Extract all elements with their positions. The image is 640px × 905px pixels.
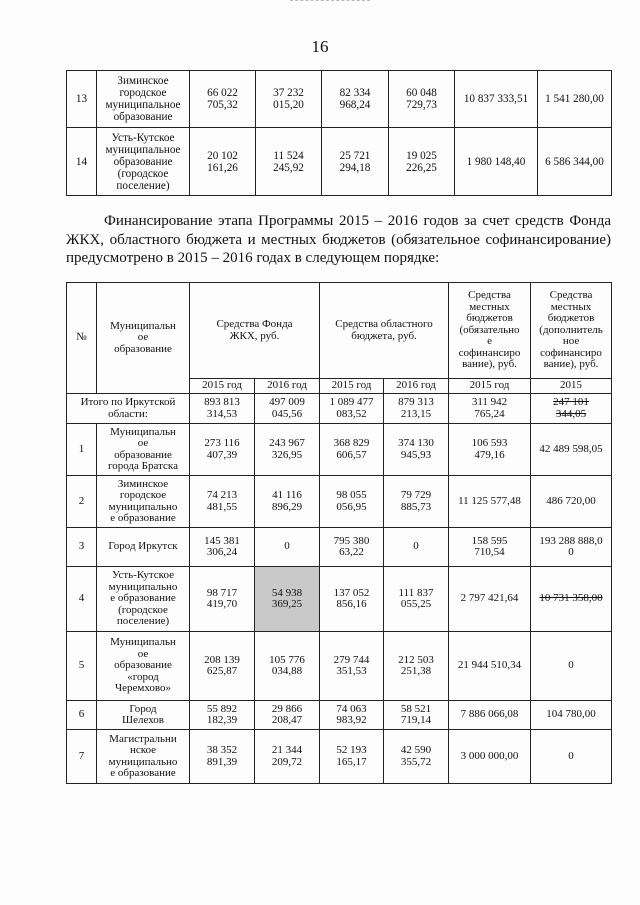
- regional-2016-cell: 0: [384, 528, 449, 567]
- local-additional-cell: 193 288 888,0 0: [531, 528, 612, 567]
- table-row: [67, 701, 612, 730]
- table-row: [67, 632, 612, 701]
- header-regional: Средства областного бюджета, руб.: [320, 283, 449, 379]
- local-mandatory-cell: 10 837 333,51: [455, 71, 538, 128]
- regional-2016-cell: 212 503 251,38: [384, 632, 449, 701]
- regional-2016-cell: 42 590 355,72: [384, 730, 449, 784]
- year-cell: 2015 год: [320, 379, 384, 394]
- local-additional-cell: 104 780,00: [531, 701, 612, 730]
- table-row: [67, 730, 612, 784]
- year-cell: 2016 год: [384, 379, 449, 394]
- row-number: 1: [67, 424, 97, 476]
- regional-2016-cell: 58 521 719,14: [384, 701, 449, 730]
- table-row: [67, 476, 612, 528]
- local-additional-cell: 42 489 598,05: [531, 424, 612, 476]
- row-number: 14: [67, 128, 97, 196]
- regional-2015-cell: 368 829 606,57: [320, 424, 384, 476]
- scan-artifact: [290, 0, 370, 5]
- local-mandatory-cell: 11 125 577,48: [449, 476, 531, 528]
- municipality-name: Город Иркутск: [97, 528, 190, 567]
- total-regional-2015: 1 089 477 083,52: [320, 394, 384, 424]
- row-number: 5: [67, 632, 97, 701]
- row-number: 6: [67, 701, 97, 730]
- regional-2015-cell: 74 063 983,92: [320, 701, 384, 730]
- fund-2015-cell: 55 892 182,39: [190, 701, 255, 730]
- fund-2016-cell: 37 232 015,20: [256, 71, 322, 128]
- fund-2016-cell: 0: [255, 528, 320, 567]
- fund-2015-cell: 273 116 407,39: [190, 424, 255, 476]
- regional-2015-cell: 279 744 351,53: [320, 632, 384, 701]
- total-label: Итого по Иркутской области:: [67, 394, 190, 424]
- regional-2015-cell: 25 721 294,18: [322, 128, 389, 196]
- municipality-name: Город Шелехов: [97, 701, 190, 730]
- municipality-name: Муниципальн ое образование города Братска: [97, 424, 190, 476]
- local-additional-cell: 1 541 280,00: [538, 71, 612, 128]
- regional-2016-cell: 19 025 226,25: [389, 128, 455, 196]
- regional-2015-cell: 82 334 968,24: [322, 71, 389, 128]
- municipality-name: Зиминское городское муниципальное образование: [97, 71, 190, 128]
- fund-2016-cell: 105 776 034,88: [255, 632, 320, 701]
- header-local-mandatory: Средства местных бюджетов (обязательно е софинансиро вание), руб.: [449, 283, 531, 379]
- local-additional-cell: 0: [531, 730, 612, 784]
- row-number: 2: [67, 476, 97, 528]
- year-cell: 2015 год: [190, 379, 255, 394]
- table-row: [67, 528, 612, 567]
- local-additional-cell: 6 586 344,00: [538, 128, 612, 196]
- total-local-mandatory: 311 942 765,24: [449, 394, 531, 424]
- fund-2015-cell: 20 102 161,26: [190, 128, 256, 196]
- regional-2015-cell: 795 380 63,22: [320, 528, 384, 567]
- header-row: [67, 283, 612, 379]
- total-local-additional: 247 101 344,05: [531, 394, 612, 424]
- fund-2016-cell: 243 967 326,95: [255, 424, 320, 476]
- local-mandatory-cell: 2 797 421,64: [449, 567, 531, 632]
- local-additional-cell: 486 720,00: [531, 476, 612, 528]
- municipality-name: Усть-Кутское муниципальное образование (городское поселение): [97, 128, 190, 196]
- regional-2016-cell: 79 729 885,73: [384, 476, 449, 528]
- table-row: [67, 128, 612, 196]
- fund-2015-cell: 145 381 306,24: [190, 528, 255, 567]
- local-mandatory-cell: 106 593 479,16: [449, 424, 531, 476]
- fund-2015-cell: 98 717 419,70: [190, 567, 255, 632]
- regional-2016-cell: 60 048 729,73: [389, 71, 455, 128]
- header-fund: Средства Фонда ЖКХ, руб.: [190, 283, 320, 379]
- row-number: 4: [67, 567, 97, 632]
- year-cell: 2015 год: [449, 379, 531, 394]
- table-row: [67, 567, 612, 632]
- fund-2015-cell: 74 213 481,55: [190, 476, 255, 528]
- row-number: 13: [67, 71, 97, 128]
- fund-2016-cell: 29 866 208,47: [255, 701, 320, 730]
- local-mandatory-cell: 7 886 066,08: [449, 701, 531, 730]
- continuation-table: [66, 70, 612, 196]
- regional-2015-cell: 52 193 165,17: [320, 730, 384, 784]
- fund-2016-cell: 11 524 245,92: [256, 128, 322, 196]
- financing-paragraph: [66, 212, 611, 268]
- municipality-name: Зиминское городское муниципально е образование: [97, 476, 190, 528]
- header-local-additional: Средства местных бюджетов (дополнитель ное софинансиро вание), руб.: [531, 283, 612, 379]
- fund-2016-cell: 21 344 209,72: [255, 730, 320, 784]
- regional-2015-cell: 98 055 056,95: [320, 476, 384, 528]
- local-mandatory-cell: 1 980 148,40: [455, 128, 538, 196]
- year-cell: 2016 год: [255, 379, 320, 394]
- page-number: 16: [311, 37, 329, 56]
- municipality-name: Муниципальн ое образование «город Черемхово»: [97, 632, 190, 701]
- total-fund-2016: 497 009 045,56: [255, 394, 320, 424]
- table-row: [67, 71, 612, 128]
- year-cell: 2015: [531, 379, 612, 394]
- fund-2015-cell: 208 139 625,87: [190, 632, 255, 701]
- total-row: [67, 394, 612, 424]
- header-municipality: Муниципальн ое образование: [97, 283, 190, 394]
- total-fund-2015: 893 813 314,53: [190, 394, 255, 424]
- municipality-name: Усть-Кутское муниципально е образование (городское поселение): [97, 567, 190, 632]
- regional-2016-cell: 111 837 055,25: [384, 567, 449, 632]
- paragraph-text: Финансирование этапа Программы 2015 – 2016 годов за счет средств Фонда ЖКХ, областного бюджета и местных бюджетов (обязательное софинансирование) предусмотрено в 2015 – 2016 годах в следующем порядке:: [66, 213, 611, 266]
- fund-2015-cell: 66 022 705,32: [190, 71, 256, 128]
- total-regional-2016: 879 313 213,15: [384, 394, 449, 424]
- header-num: №: [67, 283, 97, 394]
- financing-table: [66, 282, 612, 784]
- row-number: 3: [67, 528, 97, 567]
- regional-2015-cell: 137 052 856,16: [320, 567, 384, 632]
- local-mandatory-cell: 21 944 510,34: [449, 632, 531, 701]
- regional-2016-cell: 374 130 945,93: [384, 424, 449, 476]
- fund-2016-cell: 41 116 896,29: [255, 476, 320, 528]
- local-additional-cell: 0: [531, 632, 612, 701]
- fund-2015-cell: 38 352 891,39: [190, 730, 255, 784]
- local-mandatory-cell: 158 595 710,54: [449, 528, 531, 567]
- table-row: [67, 424, 612, 476]
- fund-2016-cell: 54 938 369,25: [255, 567, 320, 632]
- local-additional-cell: 10 731 358,00: [531, 567, 612, 632]
- municipality-name: Магистральни нское муниципально е образование: [97, 730, 190, 784]
- local-mandatory-cell: 3 000 000,00: [449, 730, 531, 784]
- row-number: 7: [67, 730, 97, 784]
